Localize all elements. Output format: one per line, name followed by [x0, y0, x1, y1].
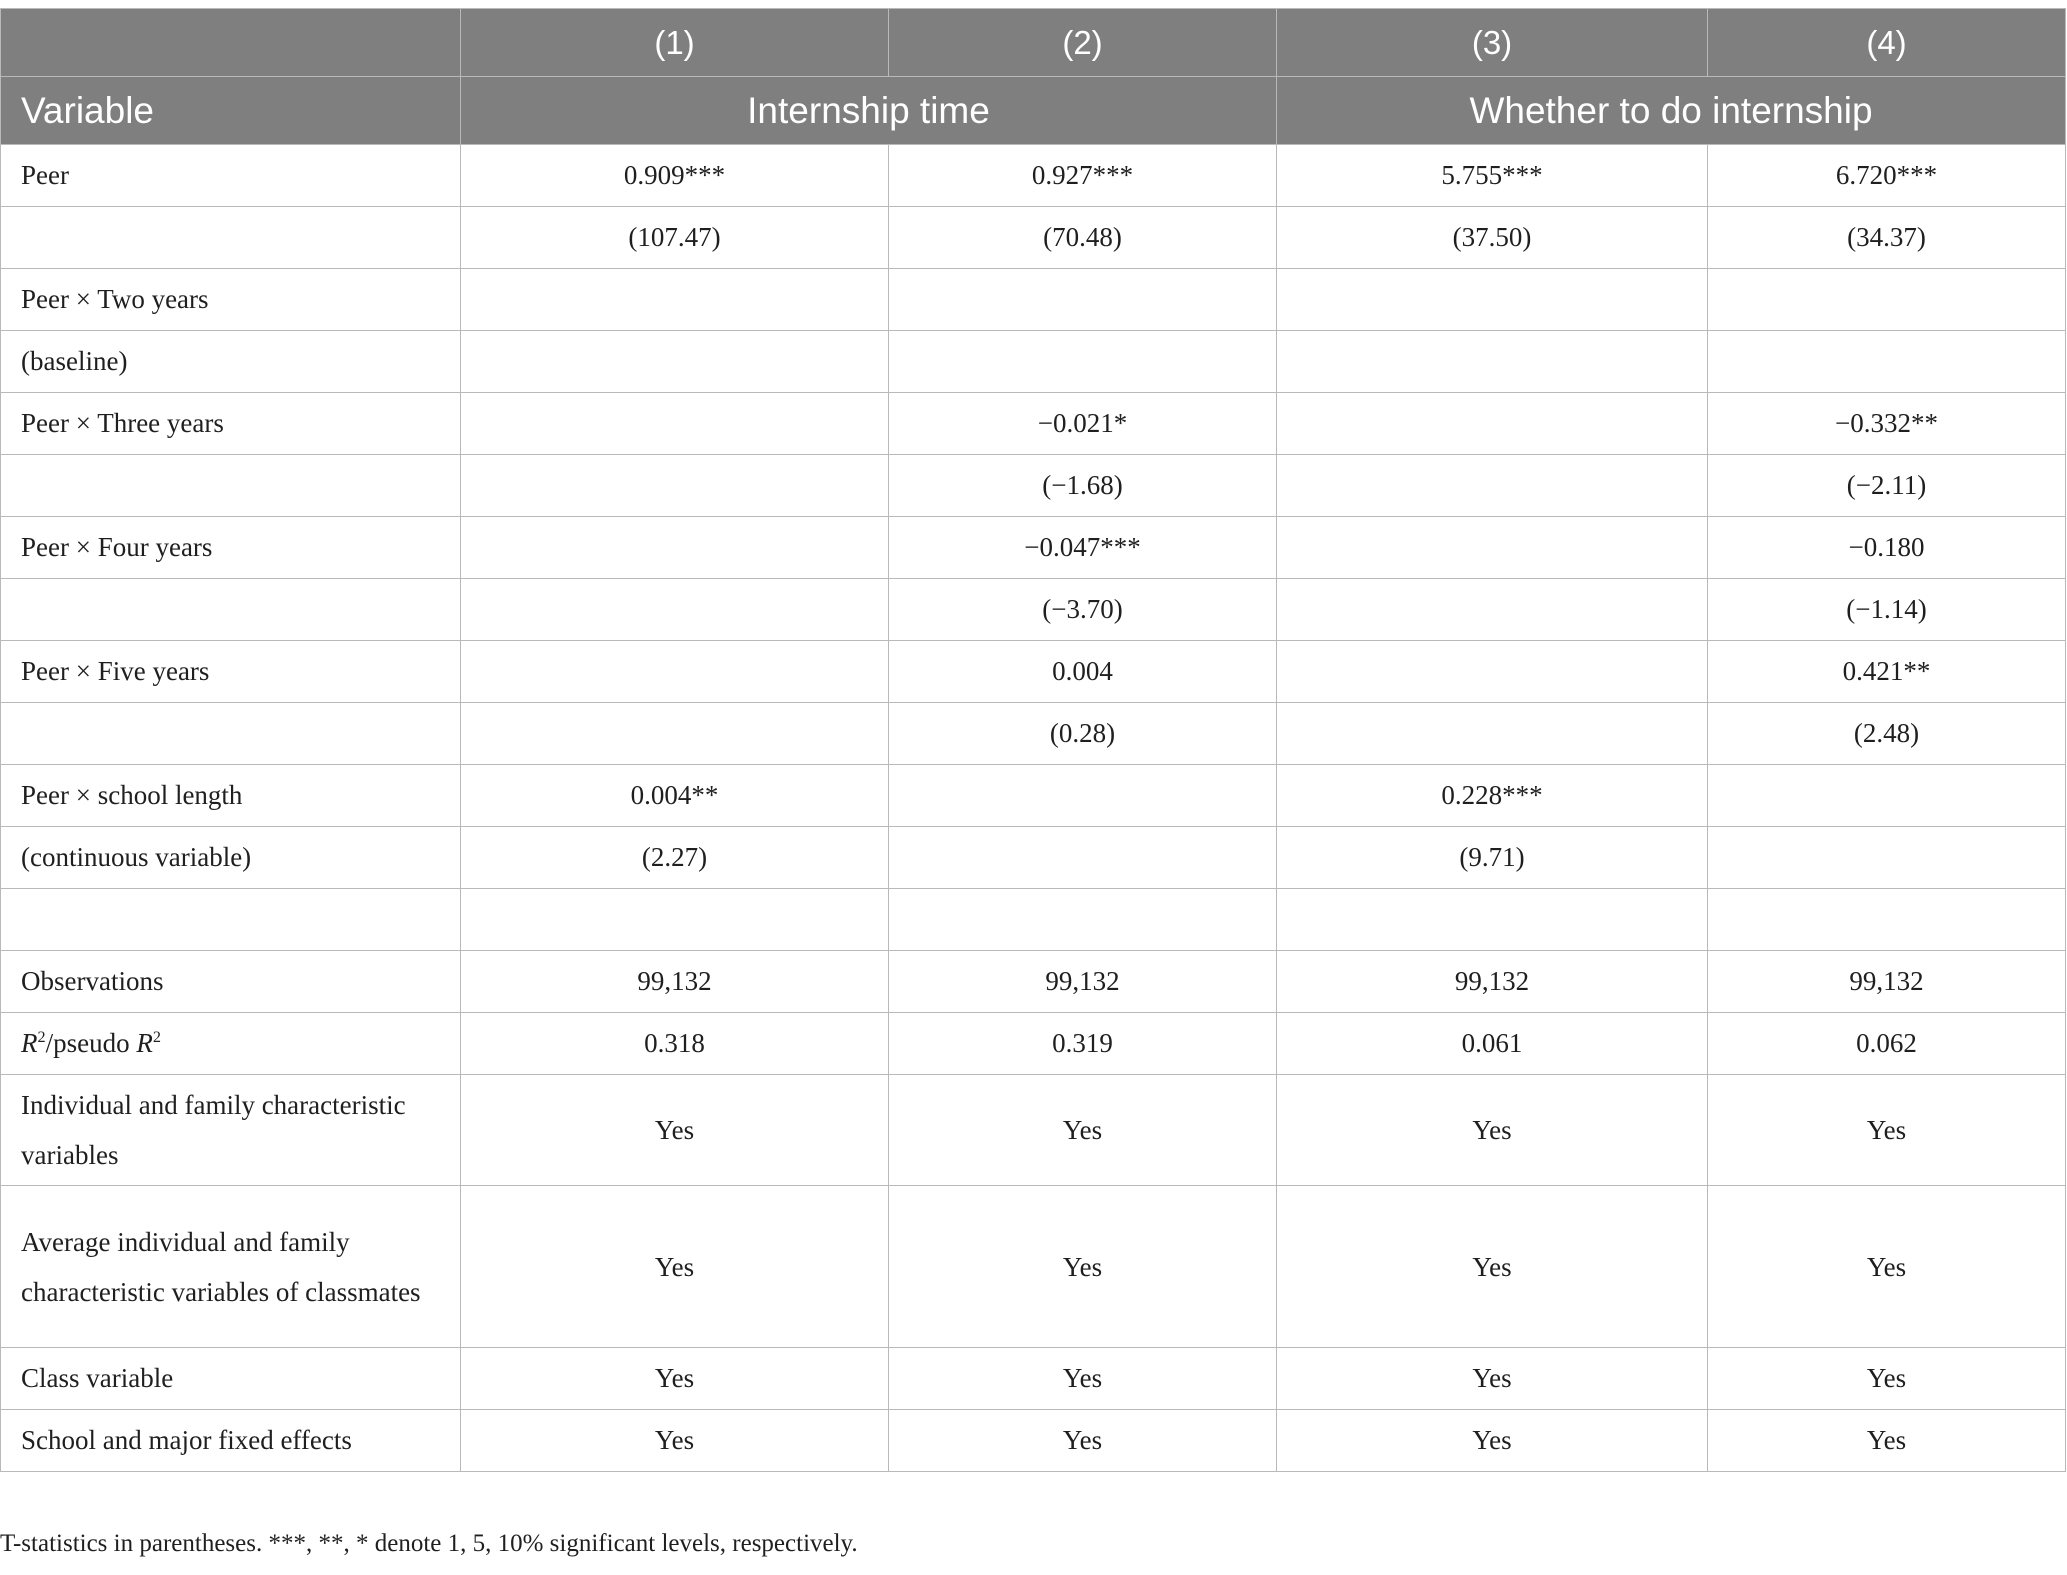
- table-cell: 0.927***: [889, 145, 1277, 207]
- table-cell: [1708, 765, 2066, 827]
- table-cell: [1277, 889, 1708, 951]
- label-text: /pseudo: [45, 1028, 137, 1058]
- column-number: (4): [1708, 9, 2066, 77]
- table-cell: Yes: [1708, 1186, 2066, 1348]
- table-cell: [461, 455, 889, 517]
- table-cell: (37.50): [1277, 207, 1708, 269]
- table-cell: 0.062: [1708, 1013, 2066, 1075]
- table-row: [1, 269, 2066, 331]
- column-number-row: [1, 9, 2066, 77]
- regression-table: [0, 8, 2066, 1472]
- table-cell: [461, 517, 889, 579]
- table-cell: (0.28): [889, 703, 1277, 765]
- table-cell: Yes: [889, 1186, 1277, 1348]
- row-label: Peer × Four years: [1, 517, 461, 579]
- table-cell: Yes: [889, 1410, 1277, 1472]
- r-symbol: R: [21, 1028, 38, 1058]
- table-footnote: T-statistics in parentheses. ***, **, * denote 1, 5, 10% significant levels, respectively.: [0, 1530, 858, 1557]
- table-cell: Yes: [1277, 1348, 1708, 1410]
- row-label: [1, 703, 461, 765]
- table-row: [1, 517, 2066, 579]
- table-cell: [1277, 579, 1708, 641]
- table-cell: (9.71): [1277, 827, 1708, 889]
- table-cell: [461, 641, 889, 703]
- table-cell: 0.004: [889, 641, 1277, 703]
- table-cell: Yes: [1708, 1410, 2066, 1472]
- table-cell: Yes: [889, 1348, 1277, 1410]
- table-cell: −0.021*: [889, 393, 1277, 455]
- row-label: [1, 1013, 461, 1075]
- table-row: [1, 145, 2066, 207]
- row-label: (baseline): [1, 331, 461, 393]
- table-cell: [889, 331, 1277, 393]
- table-cell: 99,132: [461, 951, 889, 1013]
- table-cell: Yes: [1277, 1075, 1708, 1186]
- table-cell: [461, 393, 889, 455]
- table-cell: [1277, 269, 1708, 331]
- table-cell: [889, 889, 1277, 951]
- table-cell: 0.319: [889, 1013, 1277, 1075]
- column-number: (3): [1277, 9, 1708, 77]
- variable-header: Variable: [1, 77, 461, 145]
- table-cell: [1708, 331, 2066, 393]
- table-row: [1, 207, 2066, 269]
- table-row: [1, 641, 2066, 703]
- table-cell: 99,132: [1277, 951, 1708, 1013]
- table-row: [1, 827, 2066, 889]
- table-cell: [1277, 517, 1708, 579]
- table-cell: [1708, 827, 2066, 889]
- column-number: (2): [889, 9, 1277, 77]
- table-cell: [461, 579, 889, 641]
- table-cell: Yes: [1277, 1410, 1708, 1472]
- table-cell: Yes: [1708, 1075, 2066, 1186]
- r-squared-row: [1, 1013, 2066, 1075]
- row-label: [1, 455, 461, 517]
- row-label: Peer × school length: [1, 765, 461, 827]
- table-cell: [1277, 641, 1708, 703]
- superscript: 2: [152, 1028, 161, 1046]
- table-body: [1, 145, 2066, 1472]
- table-cell: 5.755***: [1277, 145, 1708, 207]
- row-label: Peer: [1, 145, 461, 207]
- table-cell: (70.48): [889, 207, 1277, 269]
- table-cell: Yes: [461, 1186, 889, 1348]
- row-label: Peer × Five years: [1, 641, 461, 703]
- table-cell: 99,132: [1708, 951, 2066, 1013]
- table-row: [1, 889, 2066, 951]
- table-cell: 6.720***: [1708, 145, 2066, 207]
- table-row: [1, 765, 2066, 827]
- table-cell: (2.48): [1708, 703, 2066, 765]
- column-number: (1): [461, 9, 889, 77]
- table-cell: −0.180: [1708, 517, 2066, 579]
- table-header: [1, 9, 2066, 145]
- table-row: [1, 393, 2066, 455]
- control-row: [1, 1348, 2066, 1410]
- table-cell: 0.228***: [1277, 765, 1708, 827]
- table-cell: (−1.68): [889, 455, 1277, 517]
- table-cell: Yes: [461, 1410, 889, 1472]
- table-cell: (−1.14): [1708, 579, 2066, 641]
- table-cell: 99,132: [889, 951, 1277, 1013]
- table-row: [1, 331, 2066, 393]
- table-cell: [889, 827, 1277, 889]
- table-cell: (107.47): [461, 207, 889, 269]
- row-label: [1, 579, 461, 641]
- table-cell: 0.004**: [461, 765, 889, 827]
- row-label: Individual and family characteristic variables: [1, 1075, 461, 1186]
- table-row: [1, 703, 2066, 765]
- table-cell: [1277, 455, 1708, 517]
- r-symbol: R: [136, 1028, 153, 1058]
- table-cell: 0.909***: [461, 145, 889, 207]
- table-row: [1, 455, 2066, 517]
- table-cell: −0.047***: [889, 517, 1277, 579]
- table-cell: (34.37): [1708, 207, 2066, 269]
- table-cell: Yes: [1708, 1348, 2066, 1410]
- row-label: Average individual and family characteristic variables of classmates: [1, 1186, 461, 1348]
- row-label: Peer × Three years: [1, 393, 461, 455]
- table-cell: [461, 269, 889, 331]
- table-cell: [461, 703, 889, 765]
- row-label: [1, 207, 461, 269]
- table-cell: (−2.11): [1708, 455, 2066, 517]
- control-row: [1, 1075, 2066, 1186]
- superscript: 2: [37, 1028, 46, 1046]
- table-cell: 0.318: [461, 1013, 889, 1075]
- table-cell: 0.421**: [1708, 641, 2066, 703]
- table-row: [1, 951, 2066, 1013]
- row-label: School and major fixed effects: [1, 1410, 461, 1472]
- header-empty-cell: [1, 9, 461, 77]
- table-cell: 0.061: [1277, 1013, 1708, 1075]
- row-label: (continuous variable): [1, 827, 461, 889]
- table-cell: Yes: [461, 1348, 889, 1410]
- table-cell: (2.27): [461, 827, 889, 889]
- table-cell: [889, 765, 1277, 827]
- group-header: Whether to do internship: [1277, 77, 2066, 145]
- table-cell: [1277, 331, 1708, 393]
- table-cell: (−3.70): [889, 579, 1277, 641]
- row-label: Peer × Two years: [1, 269, 461, 331]
- table-row: [1, 579, 2066, 641]
- table-cell: [461, 331, 889, 393]
- control-row: [1, 1410, 2066, 1472]
- table-cell: Yes: [1277, 1186, 1708, 1348]
- table-cell: −0.332**: [1708, 393, 2066, 455]
- group-header: Internship time: [461, 77, 1277, 145]
- table-cell: [1708, 269, 2066, 331]
- row-label: Class variable: [1, 1348, 461, 1410]
- control-row: [1, 1186, 2066, 1348]
- table-cell: Yes: [461, 1075, 889, 1186]
- table-cell: [1708, 889, 2066, 951]
- group-header-row: [1, 77, 2066, 145]
- table-cell: [1277, 393, 1708, 455]
- table-cell: Yes: [889, 1075, 1277, 1186]
- row-label: [1, 889, 461, 951]
- table-cell: [461, 889, 889, 951]
- table-cell: [889, 269, 1277, 331]
- row-label: Observations: [1, 951, 461, 1013]
- table-cell: [1277, 703, 1708, 765]
